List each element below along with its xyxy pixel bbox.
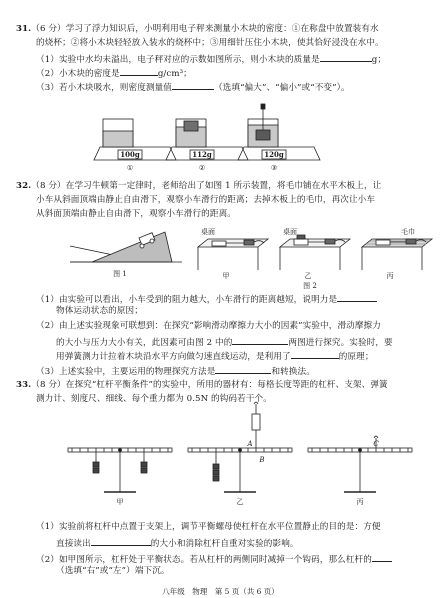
q32-part-2a: （2）由上述实验现象可联想到：在探究“影响滑动摩擦力大小的因素”实验中，滑动摩擦力 xyxy=(36,321,381,331)
q31-part-3: （3）若小木块吸水，则密度测量值 （选填“偏大”、“偏小”或“不变”）。 xyxy=(36,80,350,94)
scale-reading-1: 100g xyxy=(120,149,140,159)
fig-label: ① xyxy=(126,164,134,172)
fig2-sub-label: 丙 xyxy=(386,272,394,280)
lever-figure-yi xyxy=(188,402,292,492)
q33-line-2: 测力计、刻度尺、细线、每个重力都为 0.5N 的钩码若干个。 xyxy=(36,394,272,404)
answer-blank[interactable] xyxy=(91,536,151,546)
point-label-b: B xyxy=(259,456,265,464)
surface-label: 毛巾 xyxy=(401,228,415,236)
lever-figure-bing xyxy=(308,436,412,492)
q32-line-2: 小车从斜面顶端由静止自由滑下，观察小车滑行的距离；去掉木板上的毛巾，再次让小车 xyxy=(36,195,376,205)
q32-part-2c: 用弹簧测力计拉着木块沿水平方向做匀速直线运动，是利用了 的原理； xyxy=(56,349,374,363)
q33-line-1: 33.（8 分）在探究“杠杆平衡条件”的实验中，所用的器材有：每格长度等距的杠杆、支架、弹簧 xyxy=(16,380,388,390)
q32-line-3: 从斜面顶端由静止自由滑下，观察小车滑行的距离。 xyxy=(36,209,236,219)
q31-number: 31. xyxy=(16,24,32,34)
q32-part-1a: （1）由实验可以看出，小车受到的阻力越大，小车滑行的距离越短，说明力是 xyxy=(36,292,377,306)
q31-part-2: （2）小木块的密度是 g/cm³； xyxy=(36,66,192,80)
lever-sub-label: 乙 xyxy=(236,498,244,506)
q31-line-2: 的烧杯；②将小木块轻轻放入装水的烧杯中；③用细针压住小木块，使其恰好浸没在水中。 xyxy=(36,38,384,48)
q32-number: 32. xyxy=(16,181,32,191)
fig2-sub-label: 甲 xyxy=(222,272,230,280)
fig2-sub-label: 乙 xyxy=(304,272,312,280)
lever-sub-label: 丙 xyxy=(356,498,364,506)
q31-line-1: 31.（6 分）学习了浮力知识后，小明利用电子秤来测量小木块的密度：①在称盘中放置装有水 xyxy=(16,24,379,34)
q33-part-1b: 直接读出 的大小和消除杠杆自重对实验的影响。 xyxy=(56,536,299,550)
scale-reading-2: 112g xyxy=(192,149,212,159)
fig-label: ③ xyxy=(270,164,278,172)
answer-blank[interactable] xyxy=(372,552,392,562)
figure-1-caption: 图 1 xyxy=(113,270,127,278)
page-footer: 八年级 物理 第 5 页（共 6 页） xyxy=(162,587,279,596)
point-label-a: A xyxy=(247,440,253,448)
q33-part-2a: （2）如甲图所示，杠杆处于平衡状态。若从杠杆的两侧同时减掉一个钩码，那么杠杆的 xyxy=(36,552,392,566)
q32-part-1b: 物体运动状态的原因； xyxy=(56,306,143,316)
q32-line-1: 32.（8 分）在学习牛顿第一定律时，老师给出了如图 1 所示装置，将毛巾铺在水平木板上，让 xyxy=(16,181,382,191)
point-label-c: C xyxy=(373,440,379,448)
lever-sub-label: 甲 xyxy=(116,498,124,506)
q33-number: 33. xyxy=(16,380,32,390)
q32-part-2b: 的大小与压力大小有关，此因素可由图 2 中的 两图进行探究。实验时，要 xyxy=(56,335,393,349)
lever-figure-jia xyxy=(68,448,172,492)
surface-label: 桌面 xyxy=(283,228,297,236)
scale-reading-3: 120g xyxy=(264,149,284,159)
fig-label: ② xyxy=(198,164,206,172)
figure-2-caption: 图 2 xyxy=(303,282,317,290)
surface-label: 桌面 xyxy=(201,228,215,236)
q32-part-3: （3）上述实验中，主要运用的物理探究方法是 和转换法。 xyxy=(36,364,315,378)
q33-part-2b: （选填“右”或“左”）端下沉。 xyxy=(56,566,170,576)
q33-part-1a: （1）实验前将杠杆中点置于支架上，调节平衡螺母使杠杆在水平位置静止的目的是：方便 xyxy=(36,522,381,532)
q31-part-1: （1）实验中水均未溢出，电子秤对应的示数如图所示，则小木块的质量是 g； xyxy=(36,52,386,66)
